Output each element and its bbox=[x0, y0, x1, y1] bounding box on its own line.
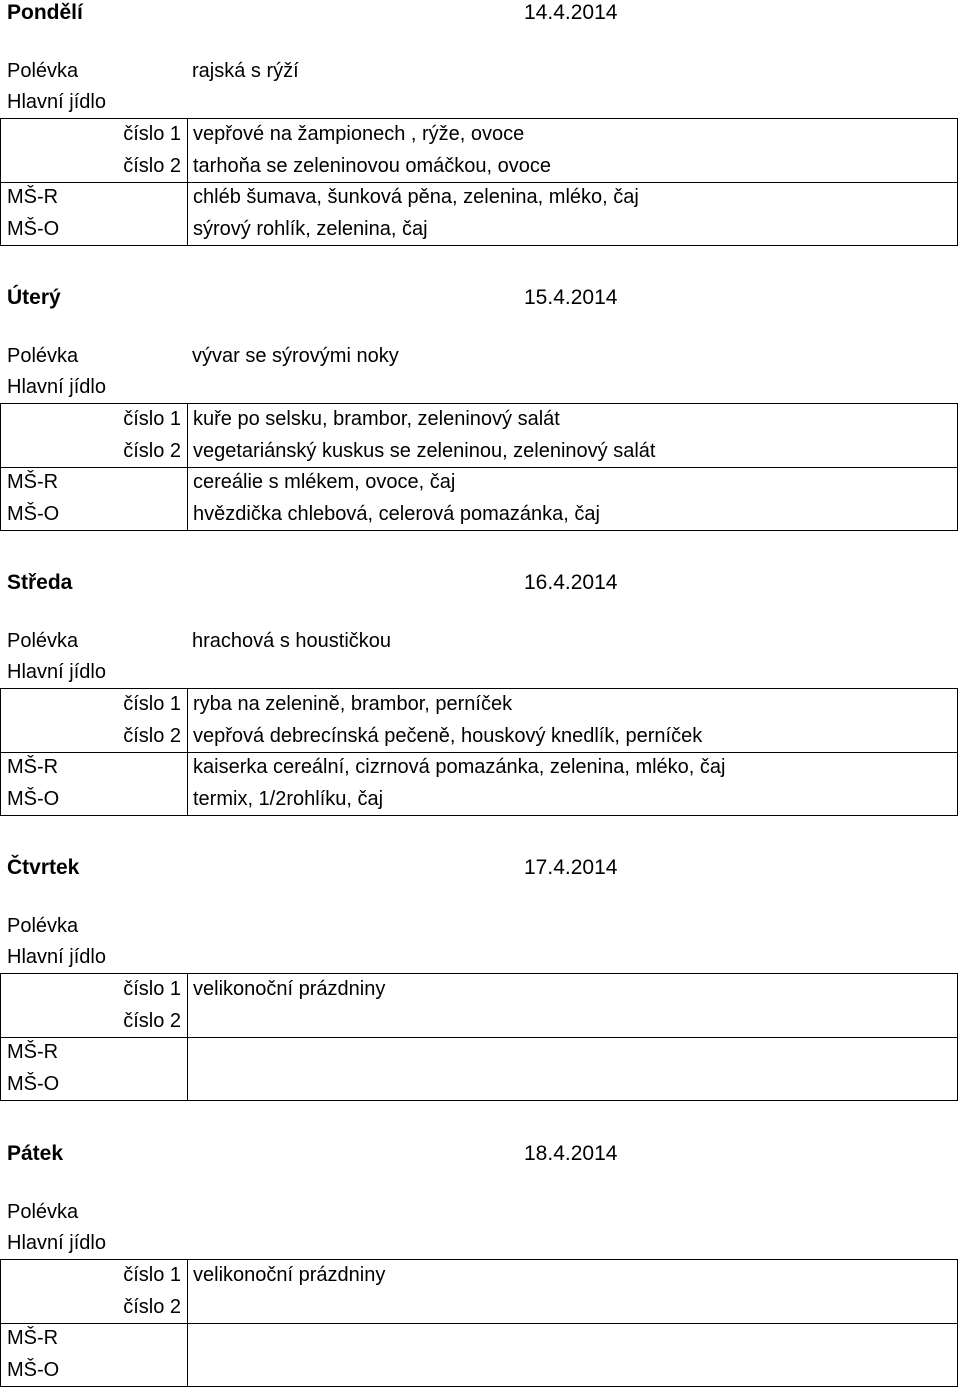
msr-label: MŠ-R bbox=[7, 1041, 59, 1063]
n2-label: číslo 2 bbox=[123, 1295, 181, 1318]
msr-value: cereálie s mlékem, ovoce, čaj bbox=[193, 471, 456, 493]
row-value-cell bbox=[188, 1260, 957, 1292]
row-label-cell bbox=[1, 721, 188, 753]
soup-label: Polévka bbox=[7, 60, 79, 82]
mso-label: MŠ-O bbox=[7, 502, 60, 525]
soup-label: Polévka bbox=[7, 345, 79, 367]
n1-value: kuře po selsku, brambor, zeleninový salát bbox=[193, 408, 560, 430]
row-value-cell bbox=[188, 404, 957, 436]
row-label-cell bbox=[1, 182, 188, 214]
msr-label: MŠ-R bbox=[7, 471, 59, 493]
main-dish-row bbox=[0, 372, 960, 403]
n1-label: číslo 1 bbox=[123, 693, 181, 715]
main-dish-label: Hlavní jídlo bbox=[7, 946, 106, 968]
day-block bbox=[0, 285, 960, 537]
soup-value: rajská s rýží bbox=[192, 60, 299, 82]
day-header bbox=[0, 1141, 960, 1169]
soup-label: Polévka bbox=[7, 630, 79, 652]
row-label-cell bbox=[1, 436, 188, 468]
n2-label: číslo 2 bbox=[123, 1009, 181, 1032]
row-label-cell bbox=[1, 974, 188, 1006]
n2-value: vepřová debrecínská pečeně, houskový knedlík, perníček bbox=[193, 724, 703, 747]
row-label-cell bbox=[1, 119, 188, 151]
n1-value: velikonoční prázdniny bbox=[193, 1264, 386, 1286]
menu-table bbox=[0, 1259, 958, 1387]
day-name: Pátek bbox=[7, 1142, 64, 1165]
row-label-cell bbox=[1, 784, 188, 816]
main-dish-row bbox=[0, 87, 960, 118]
row-value-cell bbox=[188, 436, 957, 468]
row-label-cell bbox=[1, 151, 188, 183]
row-value-cell bbox=[188, 689, 957, 721]
n1-value: vepřové na žampionech , rýže, ovoce bbox=[193, 123, 525, 145]
row-label-cell bbox=[1, 214, 188, 246]
row-label-cell bbox=[1, 1260, 188, 1292]
n2-label: číslo 2 bbox=[123, 154, 181, 177]
row-label-cell bbox=[1, 1323, 188, 1355]
main-dish-label: Hlavní jídlo bbox=[7, 661, 106, 683]
day-block bbox=[0, 1141, 960, 1393]
mso-label: MŠ-O bbox=[7, 787, 60, 810]
day-block bbox=[0, 570, 960, 822]
day-date: 16.4.2014 bbox=[524, 571, 618, 594]
row-value-cell bbox=[188, 1006, 957, 1038]
n1-label: číslo 1 bbox=[123, 408, 181, 430]
msr-label: MŠ-R bbox=[7, 1327, 59, 1349]
n2-value: tarhoňa se zeleninovou omáčkou, ovoce bbox=[193, 154, 552, 177]
mso-value: termix, 1/2rohlíku, čaj bbox=[193, 787, 384, 810]
row-value-cell bbox=[188, 1323, 957, 1355]
mso-label: MŠ-O bbox=[7, 1358, 60, 1381]
soup-value: hrachová s houstičkou bbox=[192, 630, 392, 652]
day-block bbox=[0, 855, 960, 1107]
row-label-cell bbox=[1, 689, 188, 721]
n1-value: velikonoční prázdniny bbox=[193, 978, 386, 1000]
soup-row bbox=[0, 626, 960, 657]
row-label-cell bbox=[1, 1006, 188, 1038]
menu-table bbox=[0, 973, 958, 1101]
row-value-cell bbox=[188, 182, 957, 214]
main-dish-row bbox=[0, 942, 960, 973]
day-header bbox=[0, 855, 960, 883]
day-date: 14.4.2014 bbox=[524, 1, 618, 24]
row-label-cell bbox=[1, 1037, 188, 1069]
mso-label: MŠ-O bbox=[7, 217, 60, 240]
main-dish-row bbox=[0, 1228, 960, 1259]
soup-label: Polévka bbox=[7, 1201, 79, 1223]
day-block bbox=[0, 0, 960, 252]
row-label-cell bbox=[1, 499, 188, 531]
row-label-cell bbox=[1, 467, 188, 499]
mso-label: MŠ-O bbox=[7, 1072, 60, 1095]
day-name: Čtvrtek bbox=[7, 856, 80, 879]
day-date: 15.4.2014 bbox=[524, 286, 618, 309]
row-label-cell bbox=[1, 404, 188, 436]
soup-row bbox=[0, 911, 960, 942]
menu-table bbox=[0, 118, 958, 246]
row-value-cell bbox=[188, 119, 957, 151]
day-header bbox=[0, 0, 960, 28]
row-value-cell bbox=[188, 499, 957, 531]
main-dish-label: Hlavní jídlo bbox=[7, 91, 106, 113]
n2-value: vegetariánský kuskus se zeleninou, zeleninový salát bbox=[193, 439, 656, 462]
row-value-cell bbox=[188, 467, 957, 499]
soup-row bbox=[0, 341, 960, 372]
day-header bbox=[0, 285, 960, 313]
n1-label: číslo 1 bbox=[123, 1264, 181, 1286]
soup-label: Polévka bbox=[7, 915, 79, 937]
n2-label: číslo 2 bbox=[123, 439, 181, 462]
day-name: Úterý bbox=[7, 286, 61, 309]
msr-label: MŠ-R bbox=[7, 186, 59, 208]
row-value-cell bbox=[188, 784, 957, 816]
main-dish-label: Hlavní jídlo bbox=[7, 376, 106, 398]
menu-table bbox=[0, 688, 958, 816]
n1-label: číslo 1 bbox=[123, 123, 181, 145]
row-label-cell bbox=[1, 752, 188, 784]
soup-row bbox=[0, 1197, 960, 1228]
soup-value: vývar se sýrovými noky bbox=[192, 345, 399, 367]
msr-value: kaiserka cereální, cizrnová pomazánka, zelenina, mléko, čaj bbox=[193, 756, 726, 778]
row-value-cell bbox=[188, 974, 957, 1006]
day-name: Středa bbox=[7, 571, 73, 594]
row-label-cell bbox=[1, 1355, 188, 1387]
row-label-cell bbox=[1, 1292, 188, 1324]
row-value-cell bbox=[188, 721, 957, 753]
soup-row bbox=[0, 56, 960, 87]
day-name: Pondělí bbox=[7, 1, 83, 24]
row-value-cell bbox=[188, 752, 957, 784]
day-date: 17.4.2014 bbox=[524, 856, 618, 879]
row-value-cell bbox=[188, 1355, 957, 1387]
n2-label: číslo 2 bbox=[123, 724, 181, 747]
row-value-cell bbox=[188, 1292, 957, 1324]
day-header bbox=[0, 570, 960, 598]
mso-value: sýrový rohlík, zelenina, čaj bbox=[193, 217, 428, 240]
n1-value: ryba na zelenině, brambor, perníček bbox=[193, 693, 513, 715]
msr-value: chléb šumava, šunková pěna, zelenina, mléko, čaj bbox=[193, 186, 639, 208]
msr-label: MŠ-R bbox=[7, 756, 59, 778]
row-value-cell bbox=[188, 1037, 957, 1069]
row-value-cell bbox=[188, 214, 957, 246]
menu-table bbox=[0, 403, 958, 531]
row-value-cell bbox=[188, 151, 957, 183]
n1-label: číslo 1 bbox=[123, 978, 181, 1000]
day-date: 18.4.2014 bbox=[524, 1142, 618, 1165]
main-dish-row bbox=[0, 657, 960, 688]
row-value-cell bbox=[188, 1069, 957, 1101]
row-label-cell bbox=[1, 1069, 188, 1101]
mso-value: hvězdička chlebová, celerová pomazánka, čaj bbox=[193, 502, 600, 525]
main-dish-label: Hlavní jídlo bbox=[7, 1232, 106, 1254]
